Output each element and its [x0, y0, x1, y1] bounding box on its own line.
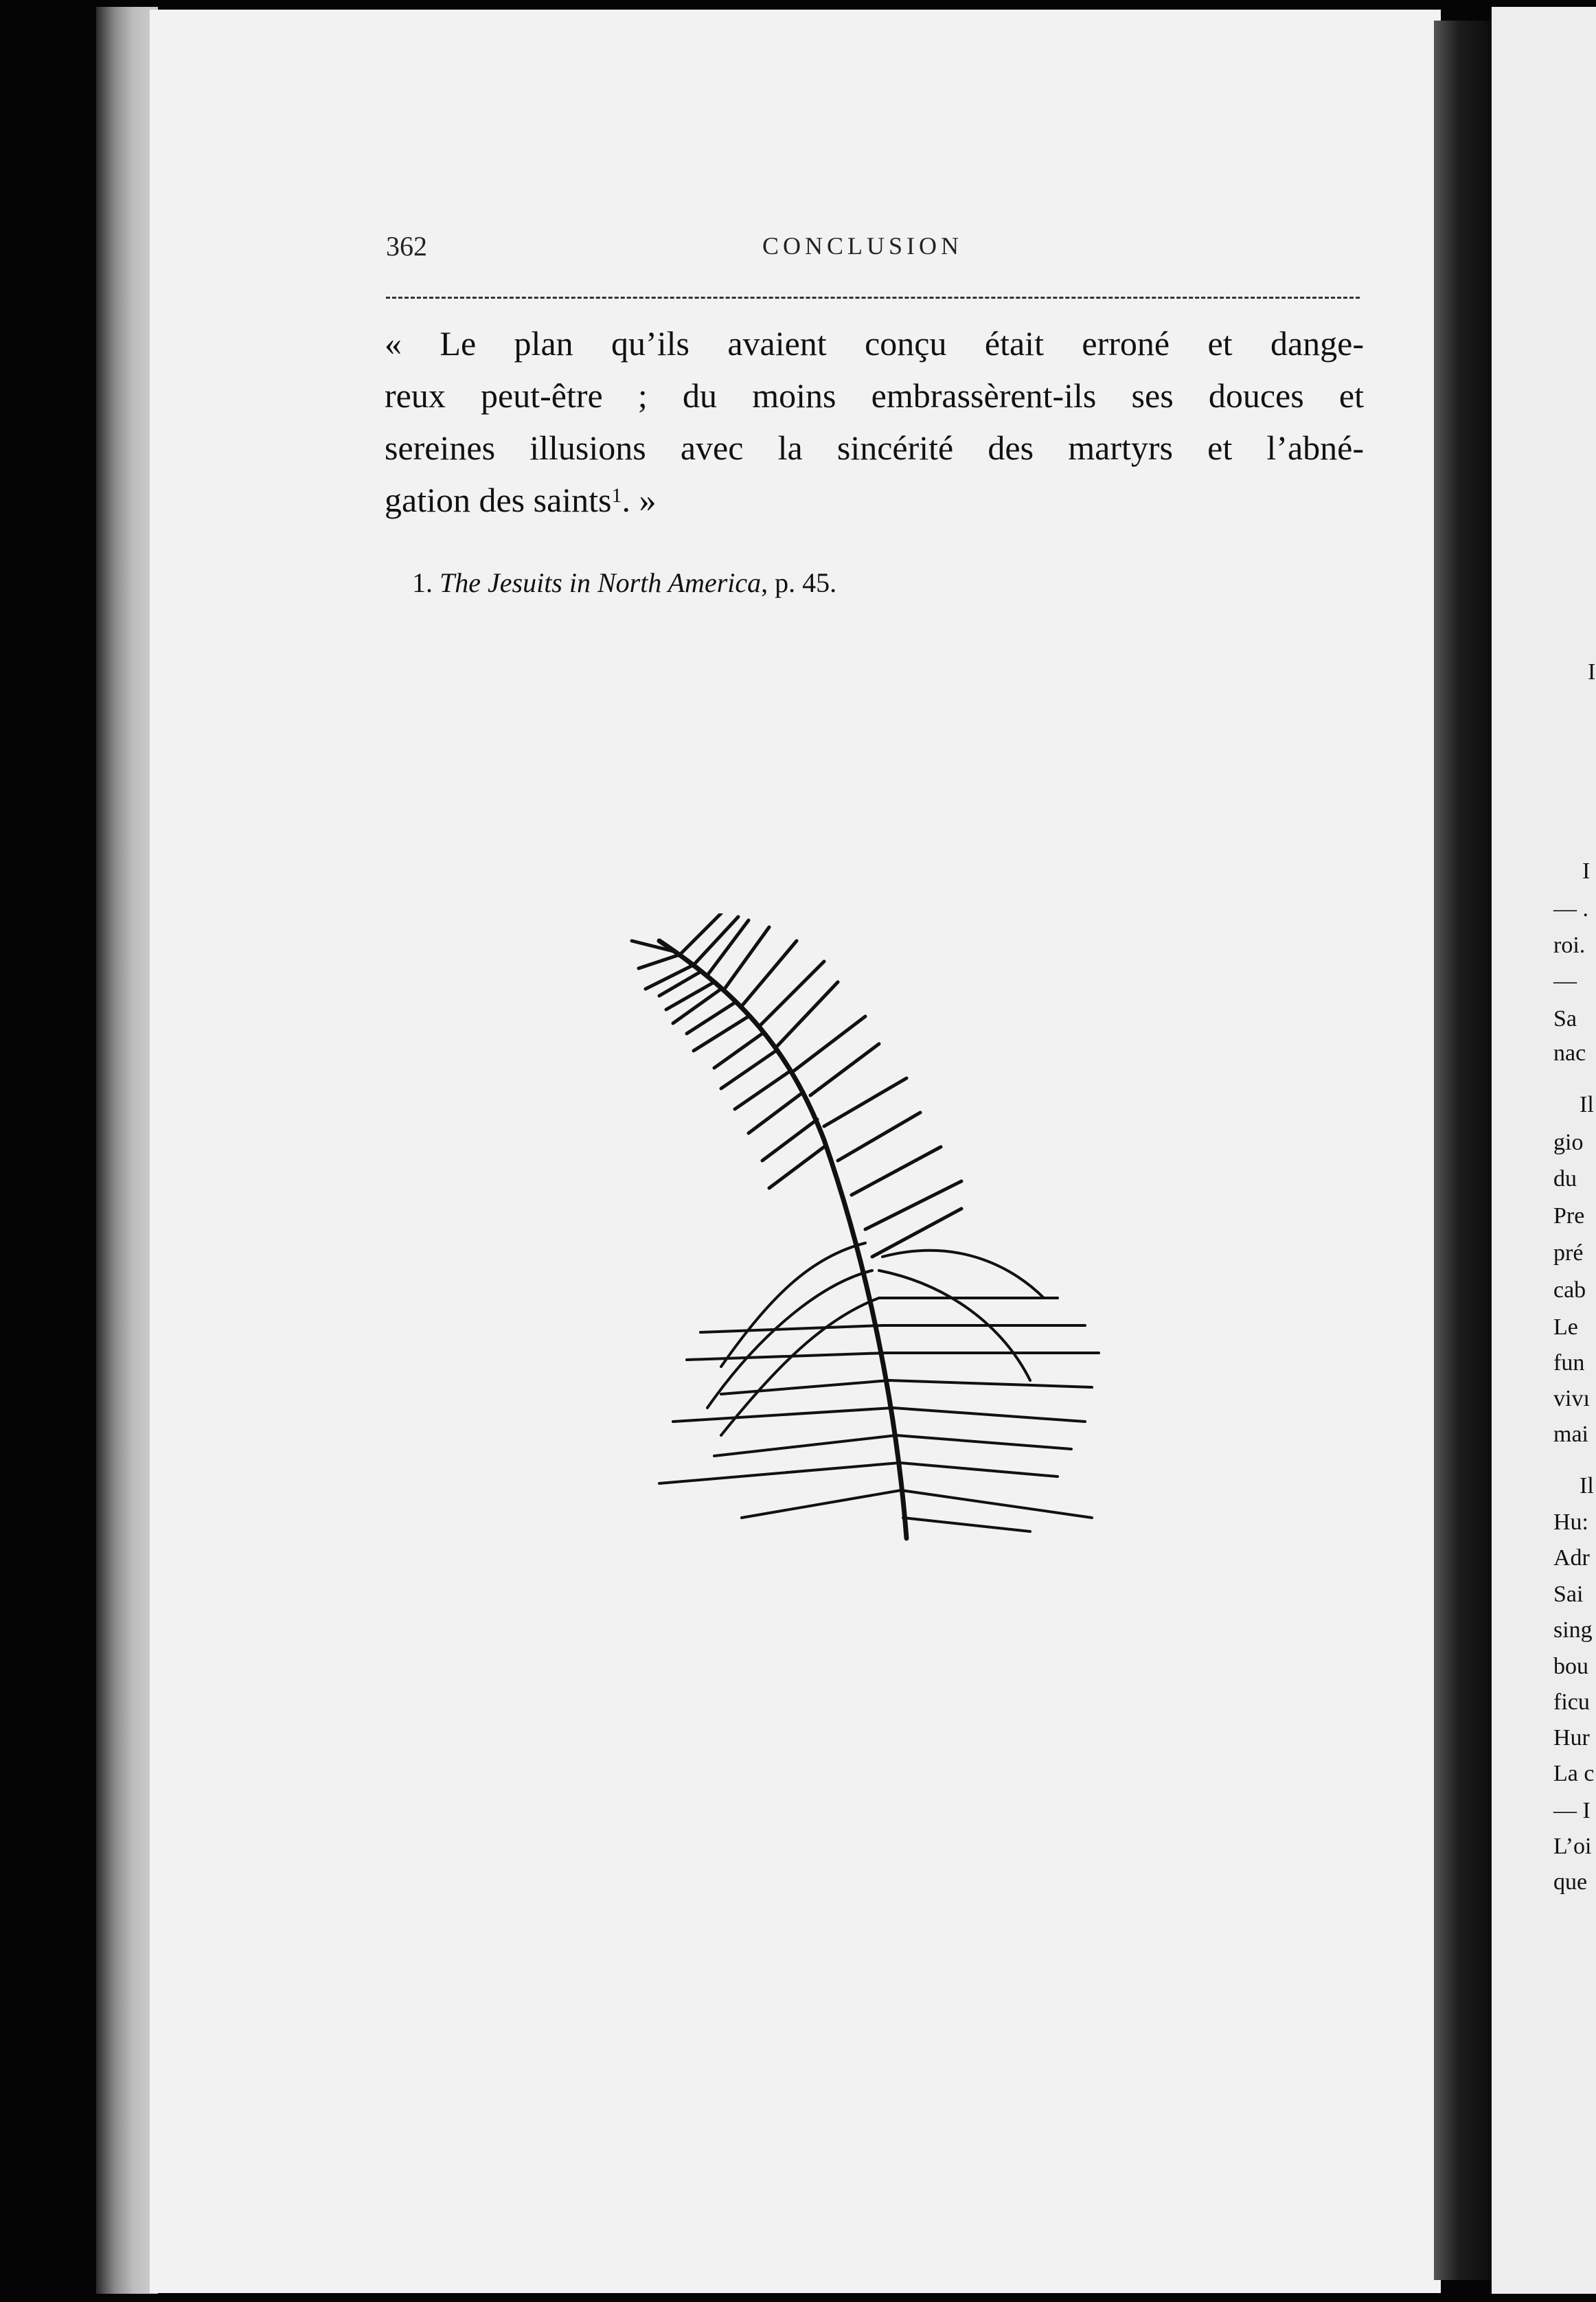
facing-line: Il [1580, 1473, 1594, 1498]
running-title: CONCLUSION [762, 232, 964, 260]
facing-line: fun [1553, 1350, 1585, 1376]
footnote-page-ref: , p. 45. [761, 567, 837, 598]
facing-line: — . [1553, 896, 1588, 922]
facing-line: Il [1580, 1092, 1594, 1117]
quote-line: sereines illusions avec la sincérité des martyrs et l’abné- [385, 429, 1364, 467]
facing-line: I [1582, 858, 1591, 884]
facing-line: bou [1553, 1654, 1588, 1679]
facing-line: mai [1553, 1422, 1588, 1447]
facing-line: sing [1553, 1617, 1593, 1643]
facing-line: Pre [1553, 1203, 1585, 1229]
facing-line: Hu: [1553, 1509, 1588, 1535]
quote-line: « Le plan qu’ils avaient conçu était erroné et dange- [385, 324, 1364, 363]
facing-line: nac [1553, 1040, 1586, 1066]
palm-frond-illustration [618, 913, 1113, 1559]
facing-line: que [1553, 1869, 1588, 1895]
facing-line: L’oi [1553, 1834, 1592, 1859]
page-number: 362 [386, 231, 427, 262]
facing-line: Adr [1553, 1545, 1590, 1571]
facing-line: — [1553, 968, 1577, 994]
facing-line: Sai [1553, 1582, 1584, 1607]
palm-frond-icon [632, 913, 1099, 1538]
quote-line-text: gation des saints [385, 481, 612, 519]
quote-paragraph [385, 317, 1364, 526]
header-rule [386, 297, 1360, 299]
quote-closing: . » [622, 481, 657, 519]
facing-line: I [1588, 659, 1596, 685]
quote-line: reux peut-être ; du moins embrassèrent-ils ses douces et [385, 376, 1364, 415]
footnote-number: 1. [412, 567, 433, 598]
facing-line: Sa [1553, 1006, 1577, 1032]
facing-line: vivı [1553, 1386, 1590, 1411]
facing-line: pré [1553, 1240, 1584, 1266]
footnote-reference: 1 [611, 484, 622, 507]
facing-line: — I [1553, 1798, 1591, 1823]
facing-line: La c [1553, 1761, 1595, 1786]
facing-line: Le [1553, 1314, 1578, 1340]
facing-line: du [1553, 1166, 1577, 1192]
facing-line: gio [1553, 1130, 1584, 1155]
facing-line: cab [1553, 1277, 1586, 1303]
page-stack-edge [96, 7, 158, 2294]
facing-line: roi. [1553, 933, 1586, 958]
footnote-title: The Jesuits in North America [440, 567, 762, 598]
facing-line: Hur [1553, 1725, 1590, 1751]
facing-line: ficu [1553, 1689, 1590, 1715]
book-gutter [1434, 21, 1497, 2280]
footnote [412, 567, 836, 599]
quote-line-last [385, 474, 1364, 526]
